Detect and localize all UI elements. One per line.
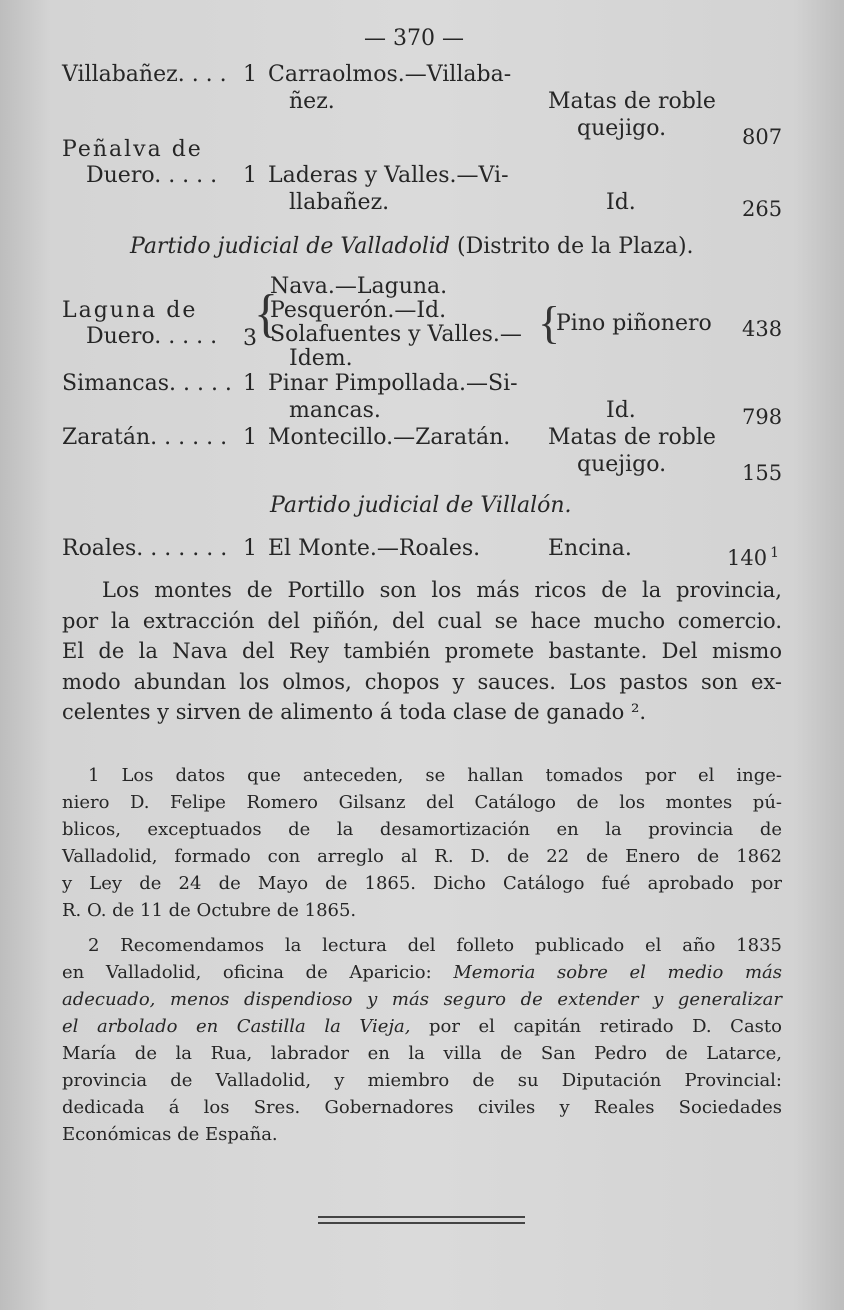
forest-count: 3 [243,326,257,351]
footnote-line: dedicada á los Sres. Gobernadores civiles y Reales Sociedades [62,1097,782,1118]
town-name-cont: Duero. . . . . [86,163,218,188]
species-cont: quejigo. [577,452,667,477]
town-name: Laguna de [62,298,198,323]
section-heading-rest: (Distrito de la Plaza). [457,234,694,259]
area-value: 807 [742,125,783,149]
section-heading-italic: Partido judicial de Valladolid [130,234,451,259]
footnote-line: adecuado, menos dispendioso y más seguro de extender y generalizar [62,989,782,1010]
forest-name-cont: Idem. [289,346,353,371]
paragraph-line: celentes y sirven de alimento á toda clase de ganado ². [62,700,647,724]
town-name: Villabañez. . . . [62,62,227,87]
footnote-line: R. O. de 11 de Octubre de 1865. [62,900,357,921]
forest-name: Pinar Pimpollada.—Si- [268,371,518,396]
area-number: 140 [727,546,768,570]
forest-count: 1 [243,536,257,561]
right-brace: { [538,297,561,348]
footnote-text: en Valladolid, oficina de Aparicio: [62,962,454,983]
species: Id. [606,190,636,215]
paragraph-line: Los montes de Portillo son los más ricos de la provincia, [102,578,782,602]
divider-rule [318,1216,525,1218]
forest-count: 1 [243,425,257,450]
footnote-text: por el capitán retirado D. Casto [410,1016,782,1037]
section-heading [130,234,694,260]
forest-name: Solafuentes y Valles.— [270,322,522,347]
footnote-line: Valladolid, formado con arreglo al R. D. de 22 de Enero de 1862 [62,846,782,867]
area-value [727,540,779,571]
footnote-line: María de la Rua, labrador en la villa de San Pedro de Latarce, [62,1043,782,1064]
forest-count: 1 [243,62,257,87]
footnote-line: Económicas de España. [62,1124,278,1145]
area-value: 438 [742,317,783,341]
footnote-line: y Ley de 24 de Mayo de 1865. Dicho Catálogo fué aprobado por [62,873,782,894]
species: Pino piñonero [556,311,712,336]
forest-count: 1 [243,163,257,188]
forest-name-cont: mancas. [289,398,381,423]
town-name-cont: Duero. . . . . [86,324,218,349]
footnote-line: niero D. Felipe Romero Gilsanz del Catálogo de los montes pú- [62,792,782,813]
forest-name: Nava.—Laguna. [270,274,448,299]
forest-name: Carraolmos.—Villaba- [268,62,512,87]
footnote-line: 1 Los datos que anteceden, se hallan tomados por el inge- [88,765,782,786]
town-name: Zaratán. . . . . . [62,425,228,450]
forest-name: Laderas y Valles.—Vi- [268,163,509,188]
divider-rule [318,1222,525,1224]
paragraph-line: por la extracción del piñón, del cual se hace mucho comercio. [62,608,782,633]
footnote-line [62,959,782,986]
footnote-ref: 1 [770,545,780,561]
body-paragraph [62,575,782,728]
area-value: 798 [742,405,783,429]
town-name: Simancas. . . . . [62,371,232,396]
species: Id. [606,398,636,423]
footnote-line [62,1013,782,1040]
area-value: 265 [742,197,783,221]
footnote-1 [62,762,782,924]
page-number: — 370 — [364,26,464,51]
footnote-line: provincia de Valladolid, y miembro de su Diputación Provincial: [62,1070,782,1091]
paragraph-line: modo abundan los olmos, chopos y sauces. Los pastos son ex- [62,669,782,694]
left-brace: { [254,283,278,343]
species-cont: quejigo. [577,116,667,141]
town-name: Roales. . . . . . . [62,536,228,561]
footnote-line: 2 Recomendamos la lectura del folleto publicado el año 1835 [88,935,782,956]
footnote-italic: Memoria sobre el medio más [453,962,783,983]
forest-count: 1 [243,371,257,396]
town-name: Peñalva de [62,137,203,162]
species: Encina. [548,536,632,561]
area-value: 155 [742,461,783,485]
section-heading-italic: Partido judicial de Villalón. [270,493,572,518]
species: Matas de roble [548,425,716,450]
forest-name: Montecillo.—Zaratán. [268,425,511,450]
species: Matas de roble [548,89,716,114]
forest-name: Pesquerón.—Id. [270,298,447,323]
paragraph-line: El de la Nava del Rey también promete bastante. Del mismo [62,639,782,663]
forest-name: El Monte.—Roales. [268,536,481,561]
footnote-line: blicos, exceptuados de la desamortización en la provincia de [62,819,782,840]
footnote-italic: el arbolado en Castilla la Vieja, [62,1016,411,1037]
footnote-2 [62,932,782,1148]
forest-name-cont: llabañez. [289,190,390,215]
forest-name-cont: ñez. [289,89,335,114]
